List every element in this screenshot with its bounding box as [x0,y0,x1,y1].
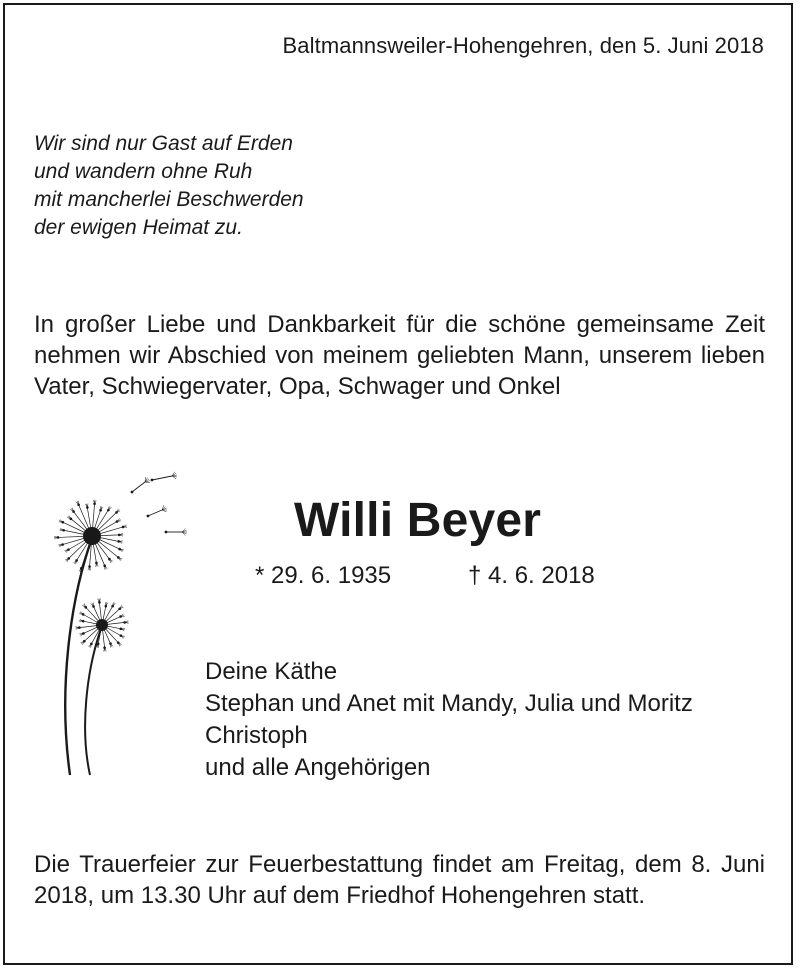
mourner-line: Deine Käthe [205,658,338,685]
death-date: † 4. 6. 2018 [468,562,595,589]
poem-line: mit mancherlei Beschwerden [34,188,304,211]
funeral-line: Die Trauerfeier zur Feuerbestattung findet am Freitag, dem [34,851,682,878]
intro-line: In großer Liebe und Dankbarkeit für die schöne gemeinsame [34,311,715,338]
funeral-line: statt. [593,882,646,909]
funeral-announcement [34,849,765,911]
mourner-line: und alle Angehörigen [205,754,431,781]
mourner-line: Stephan und Anet mit Mandy, Julia und Moritz [205,690,693,717]
place-date: Baltmannsweiler-Hohengehren, den 5. Juni 2018 [282,33,764,58]
intro-line: Onkel [497,373,561,400]
dandelion-icon [40,470,200,790]
mourners-list [205,656,693,784]
poem-line: und wandern ohne Ruh [34,160,253,183]
funeral-line: 8. Juni 2018, um 13.30 Uhr auf dem Friedhof Hohengehren [34,851,765,909]
intro-line: unserem lieben Vater, Schwiegervater, Opa, Schwager und [34,342,765,400]
birth-date: * 29. 6. 1935 [255,562,392,589]
intro-paragraph [34,309,765,402]
mourner-line: Christoph [205,722,308,749]
poem [34,130,304,242]
intro-line: Zeit nehmen wir Abschied von meinem geliebten Mann, [34,311,766,369]
poem-line: Wir sind nur Gast auf Erden [34,132,293,155]
deceased-name: Willi Beyer [294,494,542,547]
poem-line: der ewigen Heimat zu. [34,216,243,239]
